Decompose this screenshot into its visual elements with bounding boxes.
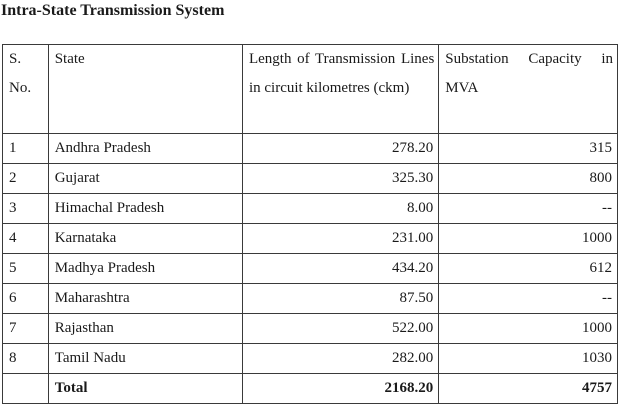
table-row [3,194,618,224]
table-row [3,314,618,344]
cell-total-label: Total [48,374,242,404]
cell-sno: 1 [3,134,49,164]
cell-sno: 4 [3,224,49,254]
table-row [3,284,618,314]
cell-state: Tamil Nadu [48,344,242,374]
cell-capacity: 315 [439,134,618,164]
cell-sno: 2 [3,164,49,194]
cell-sno: 8 [3,344,49,374]
table-row [3,224,618,254]
cell-length: 434.20 [242,254,438,284]
transmission-table [2,44,618,404]
table-row [3,344,618,374]
cell-total-sno [3,374,49,404]
table-total-row [3,374,618,404]
cell-capacity: 1000 [439,314,618,344]
cell-sno: 7 [3,314,49,344]
cell-sno: 3 [3,194,49,224]
cell-capacity: -- [439,194,618,224]
cell-length: 231.00 [242,224,438,254]
header-sno: S. No. [3,45,49,134]
header-capacity: Substation Capacity in MVA [439,45,618,134]
table-header-row [3,45,618,134]
cell-state: Himachal Pradesh [48,194,242,224]
cell-total-length: 2168.20 [242,374,438,404]
cell-length: 522.00 [242,314,438,344]
cell-state: Rajasthan [48,314,242,344]
cell-length: 278.20 [242,134,438,164]
cell-total-capacity: 4757 [439,374,618,404]
table-row [3,134,618,164]
cell-state: Gujarat [48,164,242,194]
header-state: State [48,45,242,134]
cell-capacity: -- [439,284,618,314]
cell-length: 8.00 [242,194,438,224]
cell-capacity: 800 [439,164,618,194]
cell-capacity: 1000 [439,224,618,254]
table-row [3,164,618,194]
cell-sno: 5 [3,254,49,284]
header-length: Length of Transmission Lines in circuit kilometres (ckm) [242,45,438,134]
cell-sno: 6 [3,284,49,314]
cell-capacity: 612 [439,254,618,284]
table-row [3,254,618,284]
cell-length: 325.30 [242,164,438,194]
cell-length: 282.00 [242,344,438,374]
cell-length: 87.50 [242,284,438,314]
cell-state: Madhya Pradesh [48,254,242,284]
cell-state: Maharashtra [48,284,242,314]
cell-capacity: 1030 [439,344,618,374]
cell-state: Karnataka [48,224,242,254]
document-title: Intra-State Transmission System [1,2,225,19]
cell-state: Andhra Pradesh [48,134,242,164]
